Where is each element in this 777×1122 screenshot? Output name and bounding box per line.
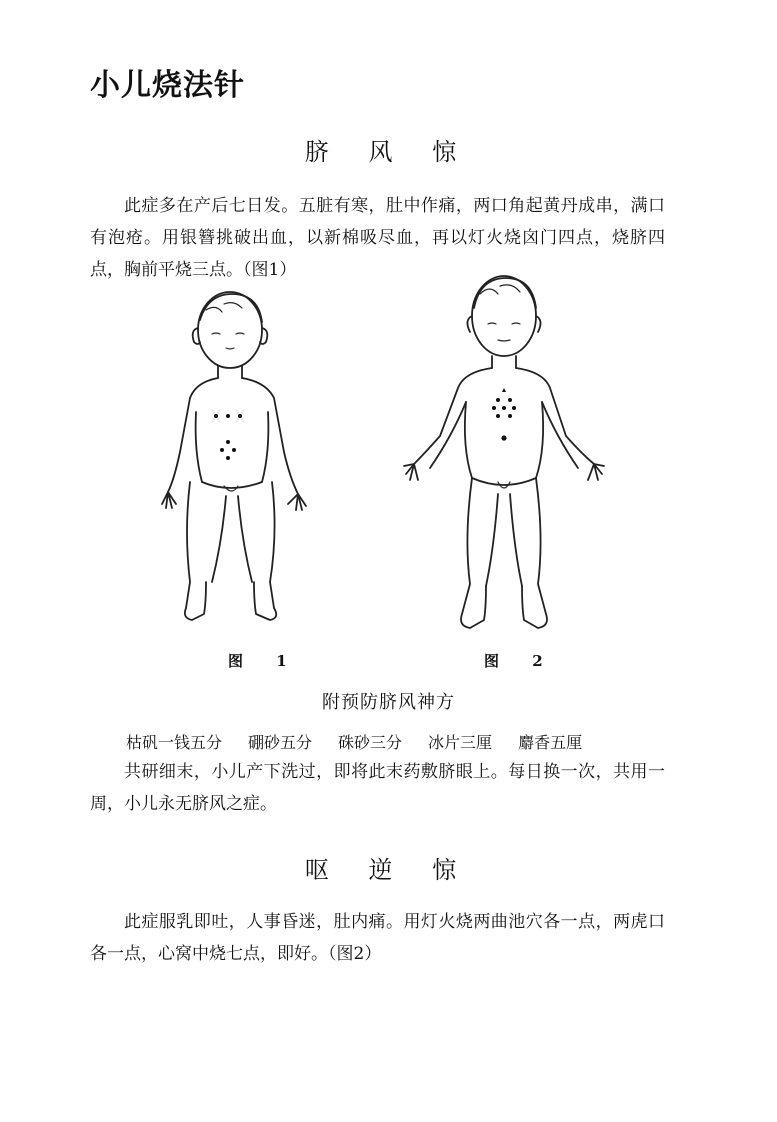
prescription-title: 附预防脐风神方 — [322, 692, 455, 713]
page-title: 小儿烧法针 — [90, 68, 245, 103]
ingredient-item: 枯矾一钱五分 — [126, 733, 223, 752]
prescription-ingredients — [126, 730, 666, 753]
figure-1-caption: 图 1 — [228, 652, 301, 670]
section-title-qifeng: 脐 风 惊 — [304, 138, 473, 166]
ingredient-item: 硼砂五分 — [248, 733, 313, 752]
section-body-qifeng: 此症多在产后七日发。五脏有寒，肚中作痛，两口角起黄丹成串，满口有泡疮。用银簪挑破出血，以新棉吸尽血，再以灯火烧囟门四点，烧脐四点，胸前平烧三点。（图1） — [90, 196, 665, 280]
figure-2-caption: 图 2 — [484, 652, 557, 670]
section-body-ouni: 此症服乳即吐，人事昏迷，肚内痛。用灯火烧两曲池穴各一点，两虎口各一点，心窝中烧七点，即好。（图2） — [90, 912, 665, 964]
section-title-ouni: 呕 逆 惊 — [304, 856, 473, 884]
ingredient-item: 麝香五厘 — [518, 733, 583, 752]
figure-1-illustration — [160, 282, 320, 632]
prescription-body: 共研细末，小儿产下洗过，即将此末药敷脐眼上。每日换一次，共用一周，小儿永无脐风之症。 — [90, 762, 665, 814]
ingredient-item: 硃砂三分 — [338, 733, 403, 752]
ingredient-item: 冰片三厘 — [428, 733, 493, 752]
figure-2-illustration — [400, 268, 610, 638]
